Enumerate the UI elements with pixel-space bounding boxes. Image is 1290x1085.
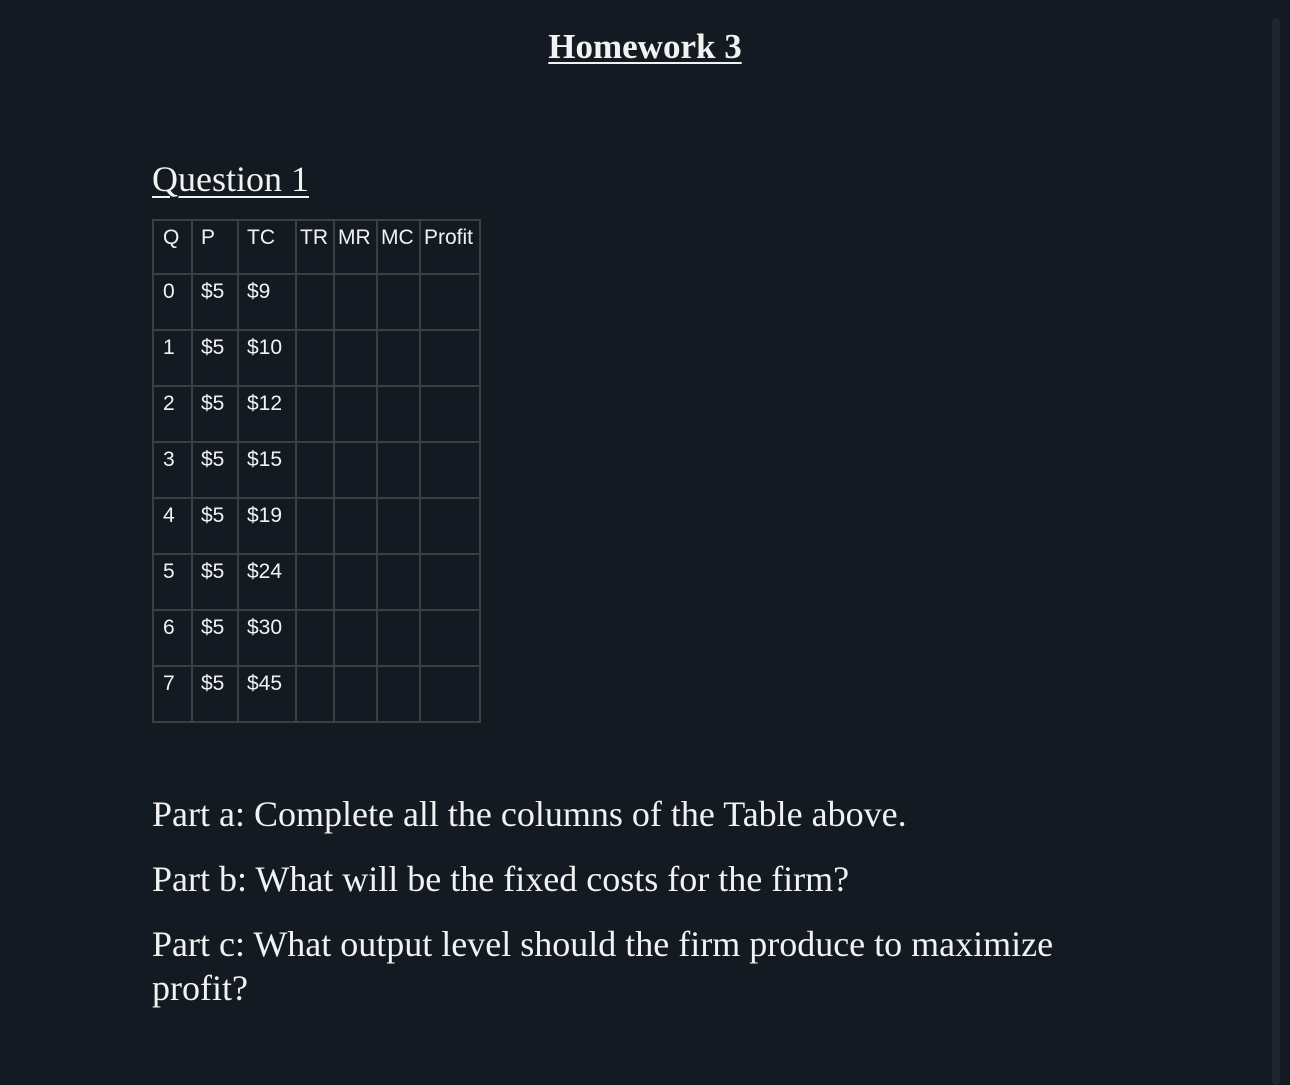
cell-q: 6 <box>153 610 192 666</box>
cell-profit <box>420 666 480 722</box>
cell-p: $5 <box>192 386 238 442</box>
cell-q: 2 <box>153 386 192 442</box>
cell-p: $5 <box>192 274 238 330</box>
cell-q: 0 <box>153 274 192 330</box>
cell-mr <box>334 498 377 554</box>
cell-tr <box>296 666 334 722</box>
cell-mc <box>377 554 420 610</box>
question-parts <box>152 792 1142 1031</box>
cell-p: $5 <box>192 442 238 498</box>
cell-tr <box>296 610 334 666</box>
header-p: P <box>192 220 238 274</box>
cell-tc: $15 <box>238 442 296 498</box>
cell-tc: $10 <box>238 330 296 386</box>
table-row <box>153 666 480 722</box>
cost-revenue-table <box>152 219 481 723</box>
cell-profit <box>420 274 480 330</box>
cell-q: 1 <box>153 330 192 386</box>
cell-q: 3 <box>153 442 192 498</box>
cell-mr <box>334 386 377 442</box>
cell-p: $5 <box>192 666 238 722</box>
cell-profit <box>420 610 480 666</box>
cell-profit <box>420 554 480 610</box>
cell-tc: $30 <box>238 610 296 666</box>
cell-profit <box>420 442 480 498</box>
cell-mc <box>377 274 420 330</box>
header-q: Q <box>153 220 192 274</box>
cell-tc: $12 <box>238 386 296 442</box>
vertical-scrollbar[interactable] <box>1272 18 1280 1085</box>
cell-tr <box>296 274 334 330</box>
table-row <box>153 330 480 386</box>
cell-mc <box>377 330 420 386</box>
cell-tc: $9 <box>238 274 296 330</box>
cell-mr <box>334 330 377 386</box>
cell-mc <box>377 386 420 442</box>
header-mc: MC <box>377 220 420 274</box>
cell-p: $5 <box>192 330 238 386</box>
header-tc: TC <box>238 220 296 274</box>
cell-p: $5 <box>192 498 238 554</box>
table-header-row <box>153 220 480 274</box>
header-mr: MR <box>334 220 377 274</box>
cell-tr <box>296 442 334 498</box>
cell-tc: $19 <box>238 498 296 554</box>
cell-mc <box>377 498 420 554</box>
table-row <box>153 554 480 610</box>
cell-tr <box>296 498 334 554</box>
cell-tr <box>296 330 334 386</box>
table-row <box>153 442 480 498</box>
cell-p: $5 <box>192 554 238 610</box>
cell-tc: $45 <box>238 666 296 722</box>
cell-mc <box>377 610 420 666</box>
cell-q: 4 <box>153 498 192 554</box>
part-b-text: Part b: What will be the fixed costs for the firm? <box>152 859 850 899</box>
cell-mc <box>377 442 420 498</box>
cell-mr <box>334 442 377 498</box>
table-row <box>153 386 480 442</box>
cell-tr <box>296 554 334 610</box>
cell-tc: $24 <box>238 554 296 610</box>
cell-mr <box>334 554 377 610</box>
cell-q: 7 <box>153 666 192 722</box>
header-tr: TR <box>296 220 334 274</box>
page-title: Homework 3 <box>548 27 742 66</box>
cell-q: 5 <box>153 554 192 610</box>
cell-mr <box>334 274 377 330</box>
cell-mr <box>334 610 377 666</box>
cell-profit <box>420 386 480 442</box>
cell-mc <box>377 666 420 722</box>
table-row <box>153 498 480 554</box>
header-profit: Profit <box>420 220 480 274</box>
cell-profit <box>420 330 480 386</box>
cell-tr <box>296 386 334 442</box>
table-row <box>153 610 480 666</box>
part-c-text: Part c: What output level should the firm produce to maximize profit? <box>152 924 1054 1008</box>
part-a-text: Part a: Complete all the columns of the Table above. <box>152 794 907 834</box>
table-row <box>153 274 480 330</box>
question-heading: Question 1 <box>152 159 309 199</box>
cell-profit <box>420 498 480 554</box>
cell-mr <box>334 666 377 722</box>
cell-p: $5 <box>192 610 238 666</box>
